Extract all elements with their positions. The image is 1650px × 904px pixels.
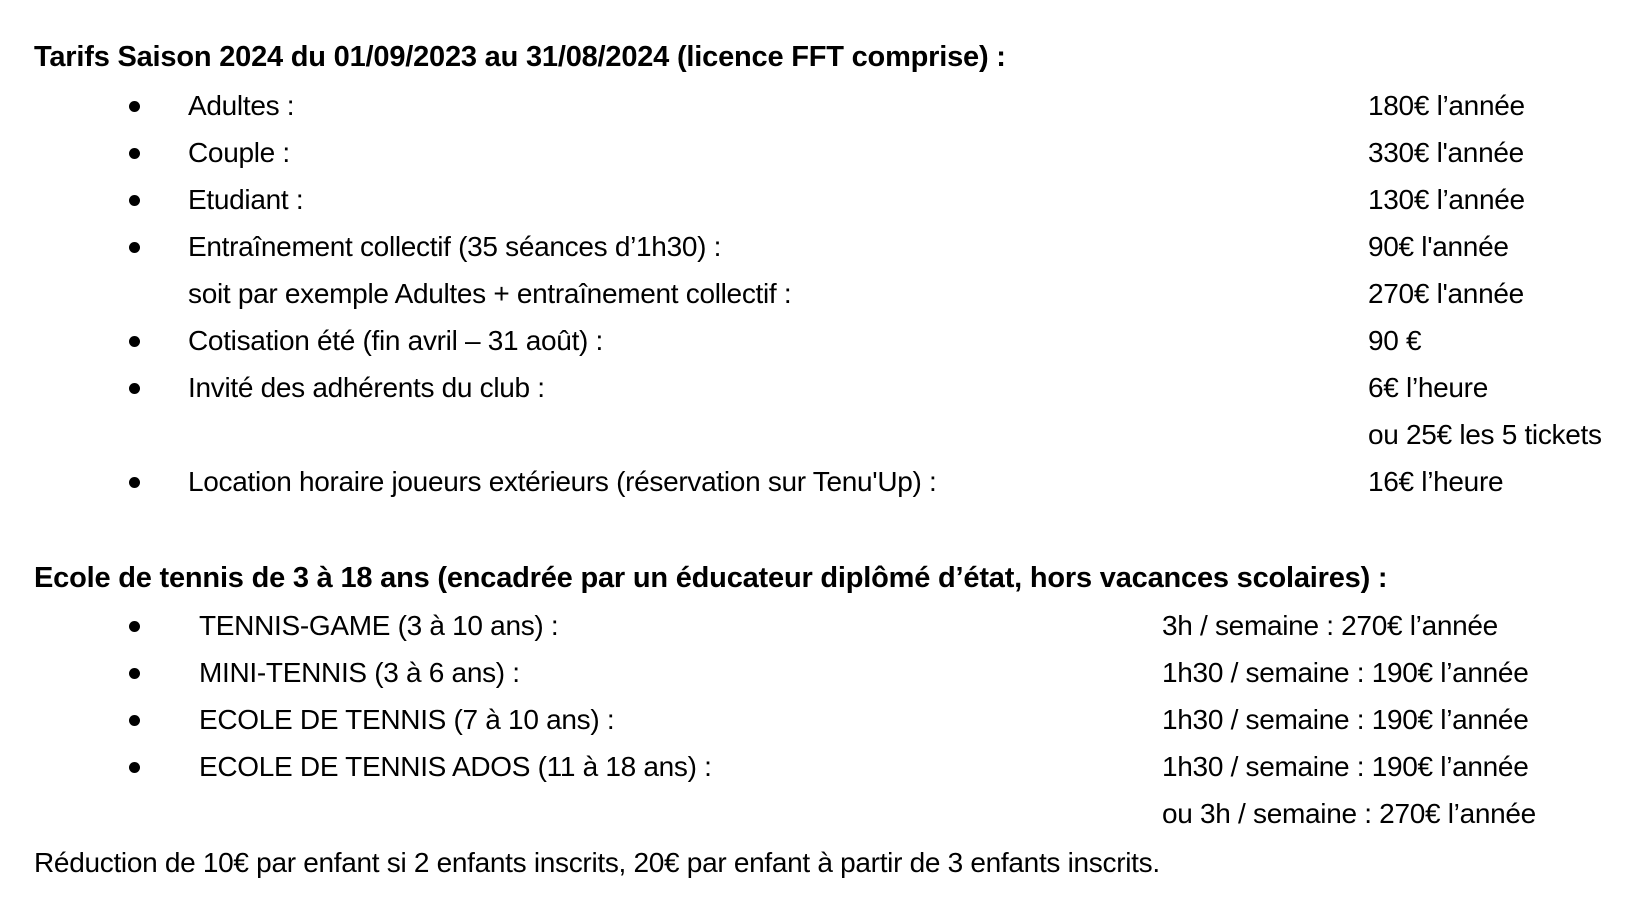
item-label: TENNIS-GAME (3 à 10 ans) :	[199, 610, 559, 641]
item-label: soit par exemple Adultes + entraînement collectif :	[188, 278, 792, 309]
list-item	[0, 86, 1650, 126]
discount-note: Réduction de 10€ par enfant si 2 enfants inscrits, 20€ par enfant à partir de 3 enfants inscrits.	[34, 847, 1160, 878]
bullet-icon	[129, 668, 140, 679]
item-label: Invité des adhérents du club :	[188, 372, 545, 403]
bullet-icon	[129, 336, 140, 347]
bullet-icon	[129, 148, 140, 159]
item-label: Adultes :	[188, 90, 295, 121]
item-label: Entraînement collectif (35 séances d’1h30) :	[188, 231, 722, 262]
item-price: 1h30 / semaine : 190€ l’année	[1162, 657, 1529, 688]
list-item	[0, 227, 1650, 267]
item-label: Location horaire joueurs extérieurs (réservation sur Tenu'Up) :	[188, 466, 937, 497]
bullet-icon	[129, 715, 140, 726]
bullet-icon	[129, 477, 140, 488]
bullet-icon	[129, 621, 140, 632]
item-price: 330€ l'année	[1368, 137, 1524, 168]
item-price: 16€ l’heure	[1368, 466, 1504, 497]
item-price: 3h / semaine : 270€ l’année	[1162, 610, 1498, 641]
list-item	[0, 653, 1650, 693]
list-item	[0, 462, 1650, 502]
list-item-continuation	[0, 274, 1650, 314]
item-label: ECOLE DE TENNIS ADOS (11 à 18 ans) :	[199, 751, 712, 782]
item-price: 1h30 / semaine : 190€ l’année	[1162, 704, 1529, 735]
item-price: ou 25€ les 5 tickets	[1368, 419, 1602, 450]
item-label: Etudiant :	[188, 184, 304, 215]
list-item-continuation	[0, 794, 1650, 834]
item-price: 130€ l’année	[1368, 184, 1525, 215]
item-label: Cotisation été (fin avril – 31 août) :	[188, 325, 604, 356]
item-label: Couple :	[188, 137, 290, 168]
bullet-icon	[129, 762, 140, 773]
list-item	[0, 747, 1650, 787]
item-label: MINI-TENNIS (3 à 6 ans) :	[199, 657, 520, 688]
list-item-continuation	[0, 415, 1650, 455]
item-label: ECOLE DE TENNIS (7 à 10 ans) :	[199, 704, 615, 735]
item-price: 1h30 / semaine : 190€ l’année	[1162, 751, 1529, 782]
bullet-icon	[129, 383, 140, 394]
list-item	[0, 133, 1650, 173]
item-price: 270€ l'année	[1368, 278, 1524, 309]
section-title-tarifs: Tarifs Saison 2024 du 01/09/2023 au 31/08/2024 (licence FFT comprise) :	[34, 41, 1006, 73]
list-item	[0, 606, 1650, 646]
list-item	[0, 180, 1650, 220]
item-price: 90€ l'année	[1368, 231, 1509, 262]
item-price: 6€ l’heure	[1368, 372, 1488, 403]
section-title-ecole: Ecole de tennis de 3 à 18 ans (encadrée par un éducateur diplômé d’état, hors vacances scolaires) :	[34, 562, 1388, 594]
item-price: 90 €	[1368, 325, 1422, 356]
item-price: ou 3h / semaine : 270€ l’année	[1162, 798, 1536, 829]
list-item	[0, 700, 1650, 740]
list-item	[0, 368, 1650, 408]
item-price: 180€ l’année	[1368, 90, 1525, 121]
bullet-icon	[129, 195, 140, 206]
bullet-icon	[129, 101, 140, 112]
list-item	[0, 321, 1650, 361]
bullet-icon	[129, 242, 140, 253]
